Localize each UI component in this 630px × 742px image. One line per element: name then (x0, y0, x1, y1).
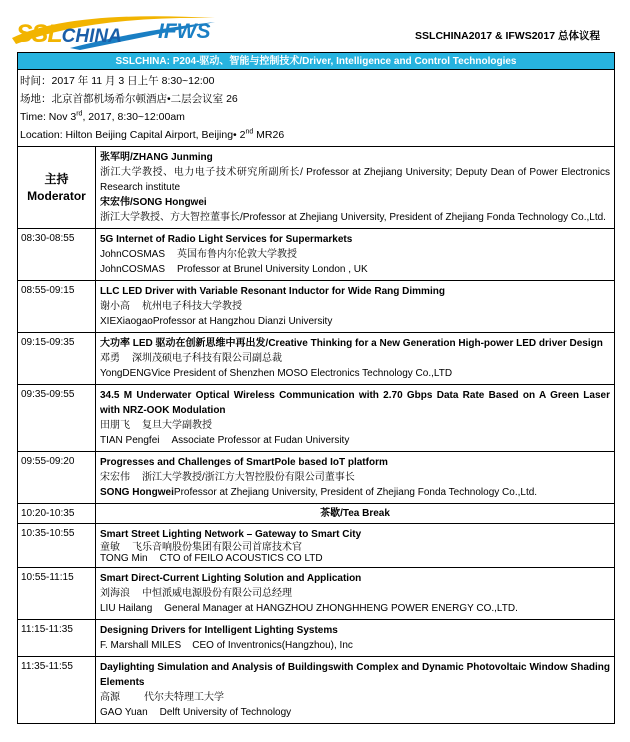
speaker-cn: JohnCOSMAS 英国布鲁内尔伦敦大学教授 (100, 249, 298, 260)
table-row (18, 452, 614, 504)
moderator-label: 主持 Moderator (18, 147, 96, 228)
speaker-cn: 谢小高 杭州电子科技大学教授 (100, 301, 242, 312)
talk-title: Smart Direct-Current Lighting Solution and Application (100, 573, 362, 584)
schedule-table (17, 52, 615, 724)
talk-time: 10:20-10:35 (18, 504, 96, 523)
talk-title: LLC LED Driver with Variable Resonant Inductor for Wide Rang Dimming (100, 286, 445, 297)
speaker-en: JohnCOSMAS Professor at Brunel University London , UK (100, 264, 368, 275)
time-en: Time: Nov 3rd, 2017, 8:30~12:00am (20, 110, 185, 123)
talk-time: 10:55-11:15 (18, 568, 96, 619)
moderator-2-name: 宋宏伟/SONG Hongwei (100, 197, 207, 208)
talk-title: 34.5 M Underwater Optical Wireless Communication with 2.70 Gbps Data Rate Based on A Green Laser with NRZ-OOK Modulation (100, 390, 610, 416)
moderator-2-title: 浙江大学教授、方大智控董事长/Professor at Zhejiang University, President of Zhejiang Fonda Technology Co.,Ltd. (100, 212, 606, 223)
speaker-en: TONG Min CTO of FEILO ACOUSTICS CO LTD (100, 553, 323, 564)
table-row (18, 281, 614, 333)
talk-title: Smart Street Lighting Network – Gateway to Smart City (100, 529, 362, 540)
speaker-en: LIU Hailang General Manager at HANGZHOU ZHONGHHENG POWER ENERGY CO.,LTD. (100, 603, 518, 614)
page-title: SSLCHINA2017 & IFWS2017 总体议程 (415, 30, 600, 42)
venue-cn: 场地：北京首都机场希尔顿酒店•二层会议室 26 (20, 93, 238, 105)
moderator-row (18, 147, 614, 229)
talk-time: 11:15-11:35 (18, 620, 96, 656)
speaker-cn: 高源 代尔夫特理工大学 (100, 692, 224, 703)
location-en: Location: Hilton Beijing Capital Airport, Beijing• 2nd MR26 (20, 128, 285, 141)
page-header (0, 0, 630, 52)
speaker-cn: 宋宏伟 浙江大学教授/浙江方大智控股份有限公司董事长 (100, 472, 355, 483)
ifws-logo: IFWS (158, 20, 211, 43)
speaker-en: XIEXiaogaoProfessor at Hangzhou Dianzi University (100, 316, 333, 327)
talk-time: 09:35-09:55 (18, 385, 96, 451)
talk-title: 5G Internet of Radio Light Services for Supermarkets (100, 234, 353, 245)
table-row (18, 657, 614, 723)
session-banner: SSLCHINA: P204-驱动、智能与控制技术/Driver, Intelligence and Control Technologies (18, 53, 614, 70)
session-info (18, 70, 614, 147)
talk-time: 08:30-08:55 (18, 229, 96, 280)
talk-time: 08:55-09:15 (18, 281, 96, 332)
moderator-1-name: 张军明/ZHANG Junming (100, 152, 213, 163)
table-row (18, 229, 614, 281)
talk-title: Daylighting Simulation and Analysis of Buildingswith Complex and Dynamic Photovoltaic Window Shading Elements (100, 662, 610, 688)
talk-title: Designing Drivers for Intelligent Lighting Systems (100, 625, 338, 636)
table-row (18, 385, 614, 452)
moderator-1-title: 浙江大学教授、电力电子技术研究所副所长/ Professor at Zhejiang University; Deputy Dean of Power Electronics Research institute (100, 167, 610, 193)
table-row (18, 620, 614, 657)
sslchina-logo: SSLCHINA (16, 20, 122, 48)
talk-time: 09:55-09:20 (18, 452, 96, 503)
talk-title: Progresses and Challenges of SmartPole based IoT platform (100, 457, 388, 468)
speaker-cn: 邓勇 深圳茂硕电子科技有限公司副总裁 (100, 353, 282, 364)
table-row (18, 568, 614, 620)
talk-title: 大功率 LED 驱动在创新思维中再出发/Creative Thinking for a New Generation High-power LED driver Design (100, 338, 603, 349)
speaker-cn: 田朋飞 复旦大学副教授 (100, 420, 212, 431)
talk-time: 11:35-11:55 (18, 657, 96, 723)
speaker-cn: 刘海浪 中恒派威电源股份有限公司总经理 (100, 588, 292, 599)
table-row (18, 524, 614, 568)
talk-time: 09:15-09:35 (18, 333, 96, 384)
talk-time: 10:35-10:55 (18, 524, 96, 567)
speaker-en: SONG HongweiProfessor at Zhejiang University, President of Zhejiang Fonda Technology Co.,Ltd. (100, 487, 538, 498)
speaker-en: F. Marshall MILES CEO of Inventronics(Hangzhou), Inc (100, 640, 353, 651)
table-row (18, 333, 614, 385)
speaker-en: TIAN Pengfei Associate Professor at Fudan University (100, 435, 350, 446)
speaker-cn: 童敏 飞乐音响股份集团有限公司首席技术官 (100, 542, 302, 553)
tea-break-label: 茶歇/Tea Break (320, 508, 390, 519)
tea-break-row (18, 504, 614, 524)
speaker-en: GAO Yuan Delft University of Technology (100, 707, 292, 718)
time-cn: 时间：2017 年 11 月 3 日上午 8:30~12:00 (20, 75, 215, 87)
speaker-en: YongDENGVice President of Shenzhen MOSO Electronics Technology Co.,LTD (100, 368, 453, 379)
